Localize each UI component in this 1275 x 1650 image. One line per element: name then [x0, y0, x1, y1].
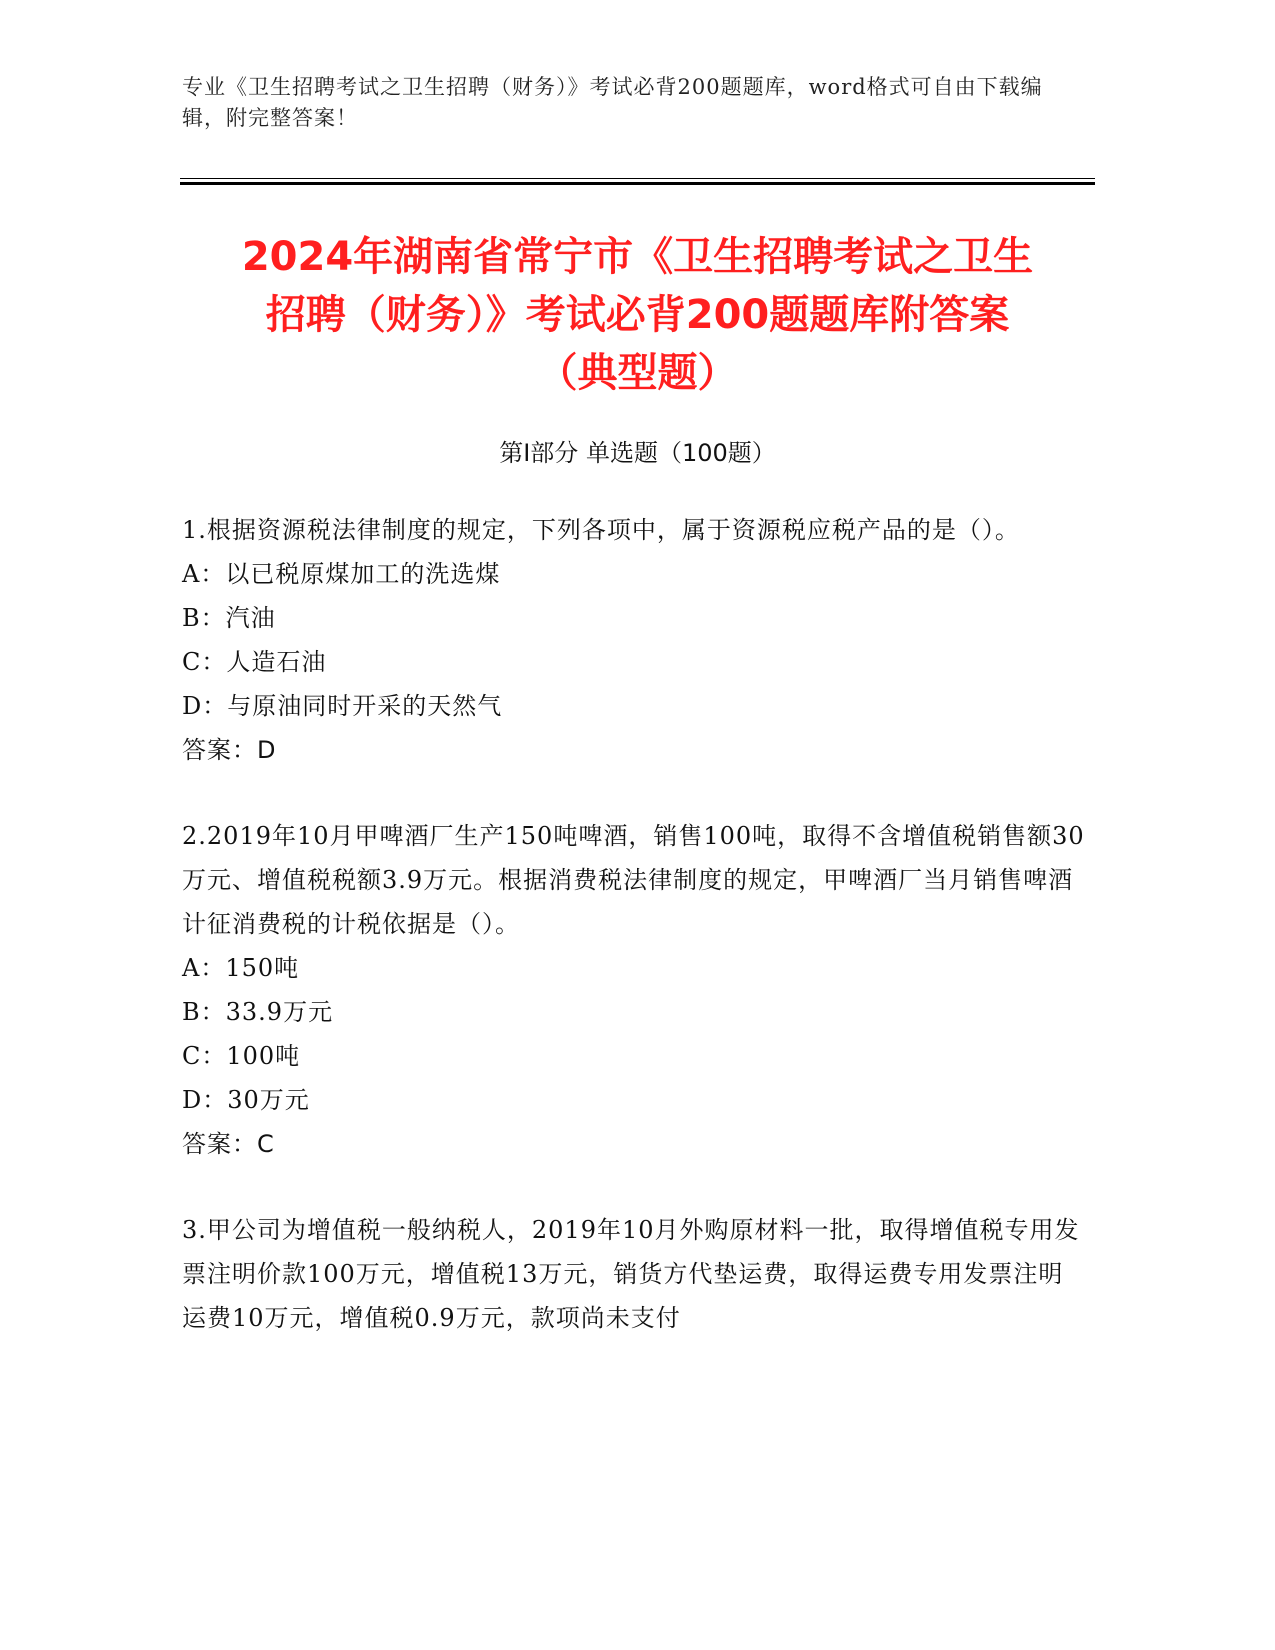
option-a: A：150吨 [182, 954, 300, 982]
option-a: A：以已税原煤加工的洗选煤 [182, 560, 501, 588]
option-c: C：100吨 [182, 1042, 301, 1070]
question-2 [182, 814, 1087, 1166]
header-divider-thin [180, 178, 1095, 179]
answer: 答案：C [182, 1130, 275, 1158]
question-3 [182, 1208, 1087, 1340]
question-1 [182, 508, 1087, 772]
document-title-line: 2024年湖南省常宁市《卫生招聘考试之卫生 [241, 234, 1034, 280]
option-d: D：30万元 [182, 1086, 310, 1114]
option-d: D：与原油同时开采的天然气 [182, 692, 503, 720]
question-stem: 3.甲公司为增值税一般纳税人，2019年10月外购原材料一批，取得增值税专用发票注明价款100万元，增值税13万元，销货方代垫运费，取得运费专用发票注明运费10万元，增值税0.9万元，款项尚未支付 [182, 1216, 1080, 1332]
answer: 答案：D [182, 736, 277, 764]
option-c: C：人造石油 [182, 648, 327, 676]
option-b: B：汽油 [182, 604, 276, 632]
question-stem: 1.根据资源税法律制度的规定，下列各项中，属于资源税应税产品的是（）。 [182, 516, 1020, 544]
option-b: B：33.9万元 [182, 998, 334, 1026]
document-title-line: （典型题） [537, 350, 738, 396]
document-title-line: 招聘（财务）》考试必背200题题库附答案 [265, 292, 1010, 338]
question-stem: 2.2019年10月甲啤酒厂生产150吨啤酒，销售100吨，取得不含增值税销售额30万元、增值税税额3.9万元。根据消费税法律制度的规定，甲啤酒厂当月销售啤酒计征消费税的计税依据是（）。 [182, 822, 1085, 938]
question-list [182, 508, 1087, 1382]
header-note: 专业《卫生招聘考试之卫生招聘（财务）》考试必背200题题库，word格式可自由下载编辑，附完整答案！ [182, 75, 1043, 130]
document-title [150, 228, 1125, 402]
header-divider-thick [180, 182, 1095, 185]
section-title: 第Ⅰ部分 单选题（100题） [499, 439, 776, 467]
